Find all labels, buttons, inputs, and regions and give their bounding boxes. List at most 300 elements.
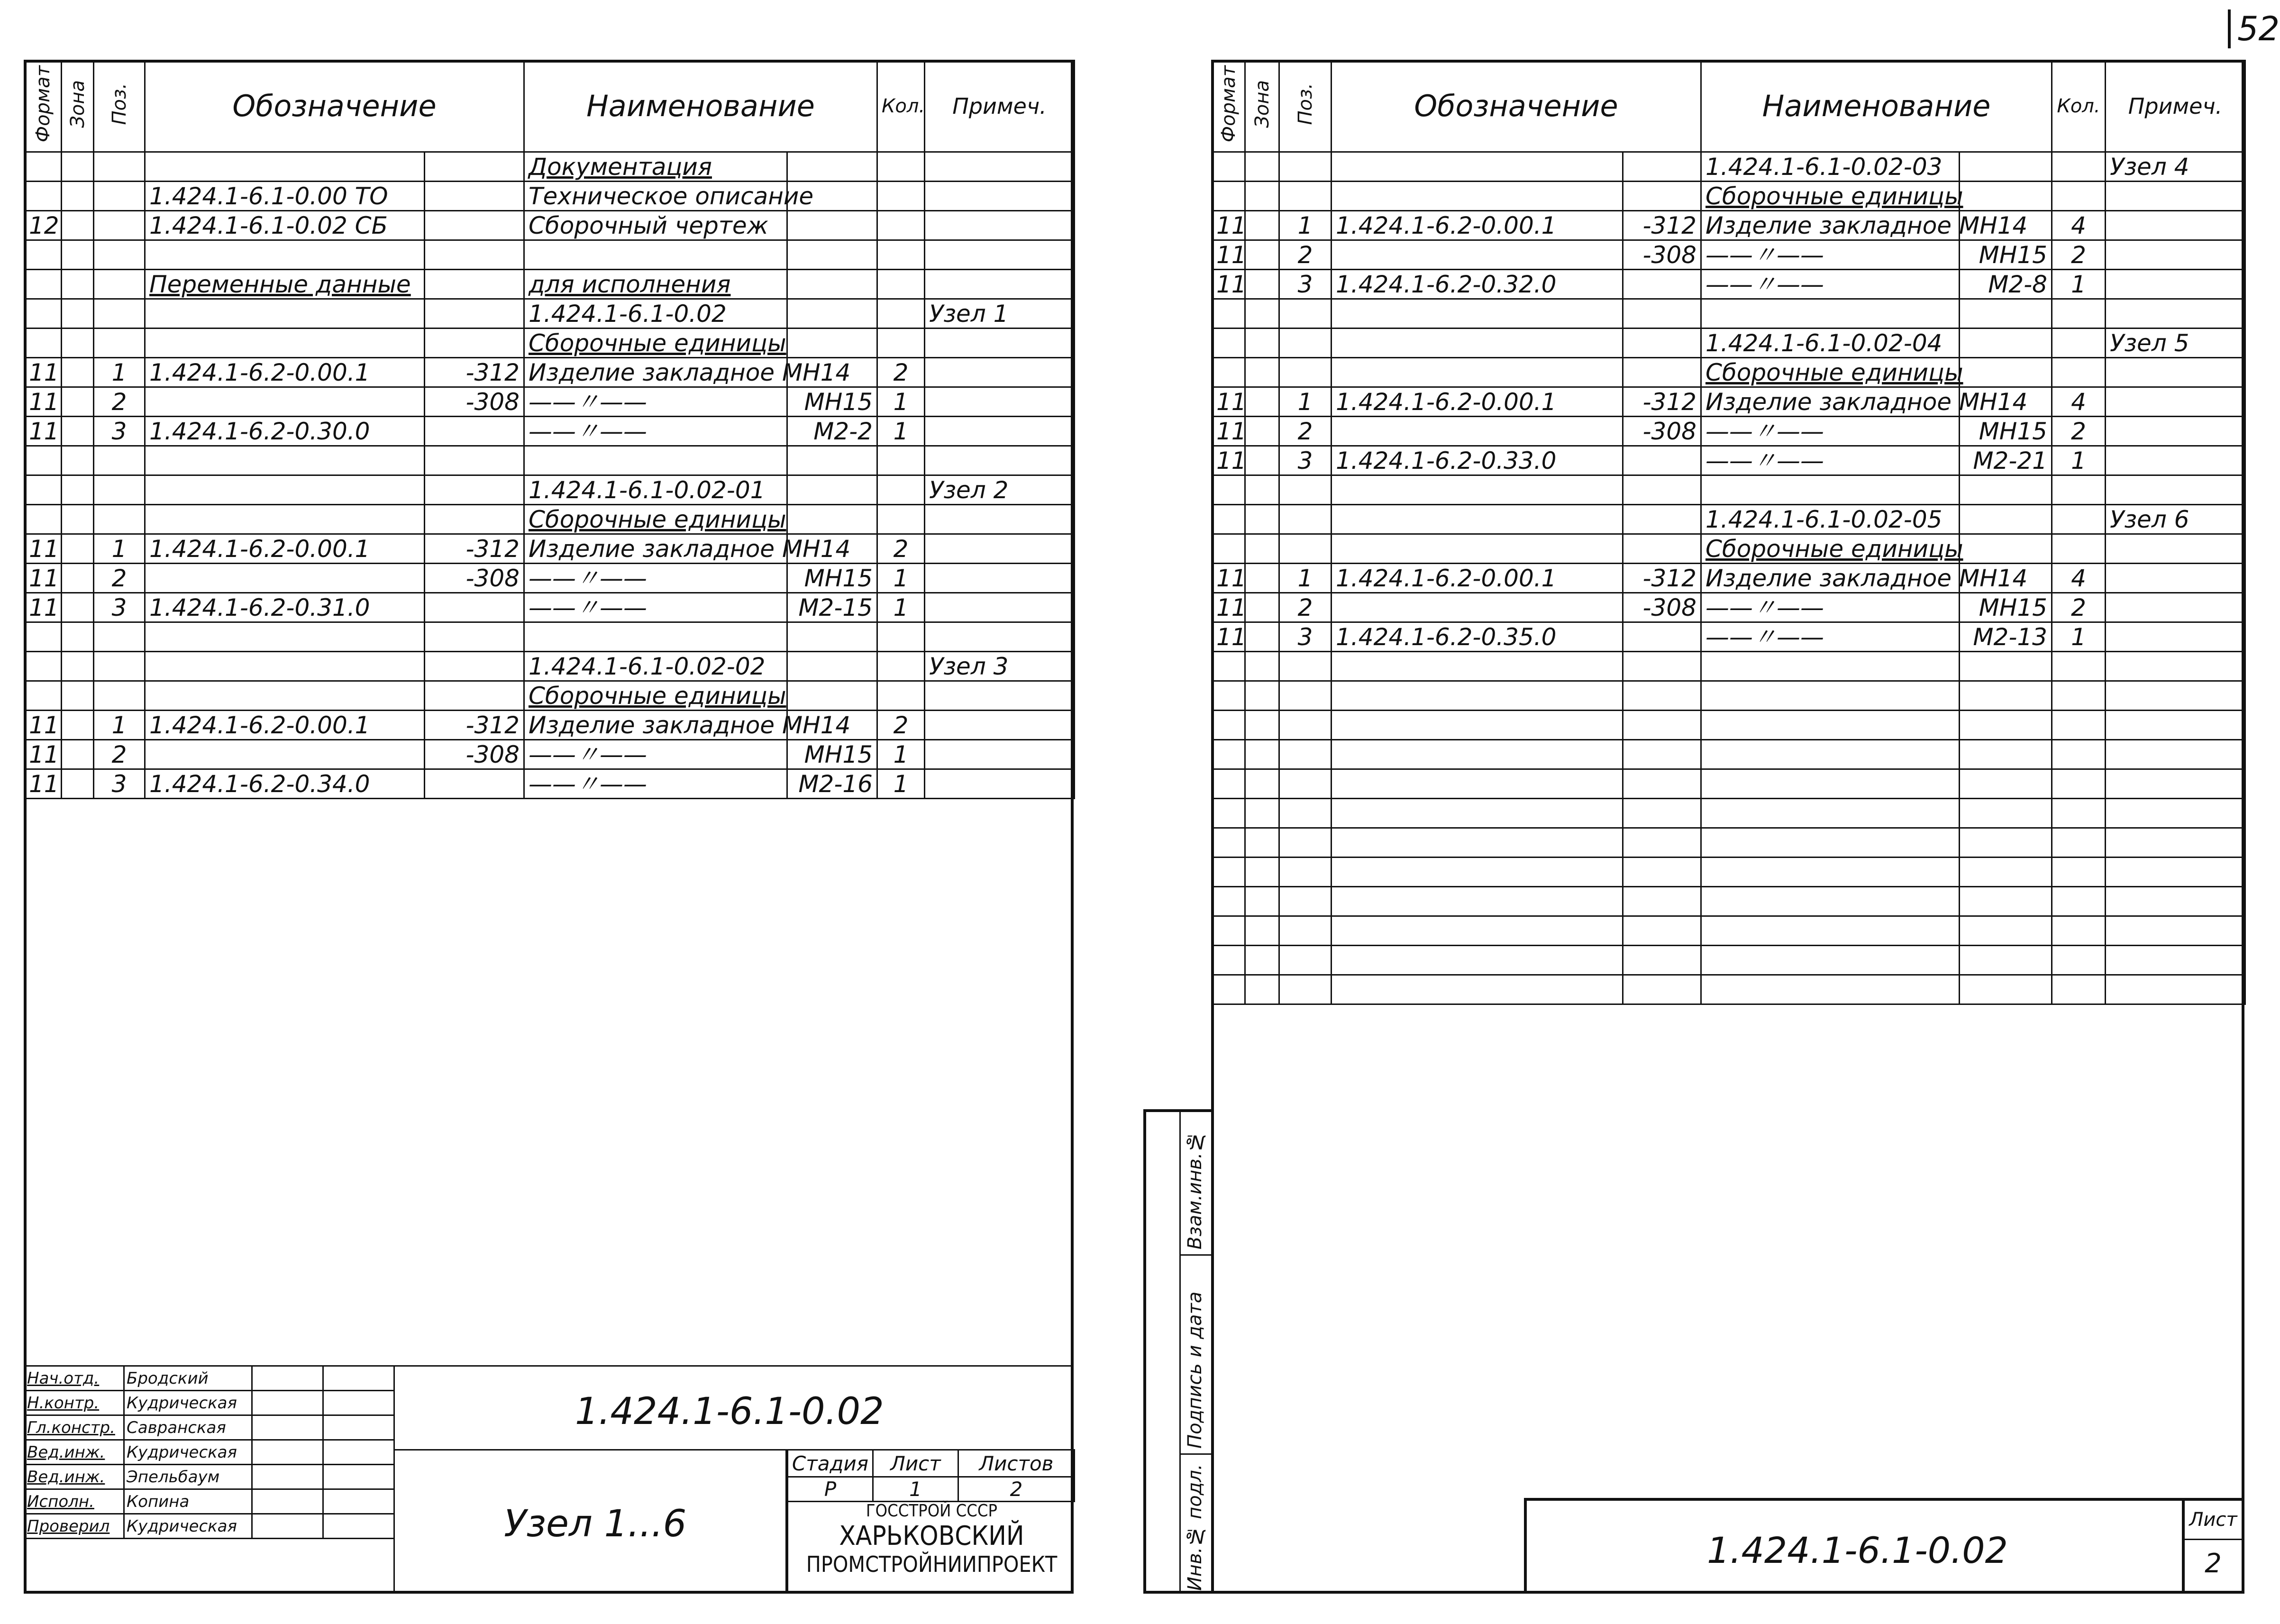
name-suffix-cell — [1960, 475, 2052, 505]
format-cell: 11 — [25, 387, 62, 417]
table-row — [25, 328, 1075, 358]
qty-cell — [877, 211, 925, 240]
name-cell: Изделие закладное МН14 — [1701, 564, 1960, 593]
zone-cell — [62, 182, 94, 211]
note-cell — [925, 564, 1075, 593]
designation-suffix-cell: -308 — [425, 740, 524, 769]
pos-cell — [1279, 534, 1332, 564]
format-cell — [25, 505, 62, 534]
pos-cell — [94, 240, 145, 270]
qty-cell — [877, 475, 925, 505]
pos-cell: 1 — [1279, 387, 1332, 417]
pos-cell — [94, 211, 145, 240]
designation-suffix-cell — [1623, 358, 1701, 387]
format-cell — [1212, 358, 1245, 387]
table-row — [25, 740, 1075, 769]
signature-cell — [252, 1440, 323, 1465]
designation-suffix-cell — [1623, 475, 1701, 505]
name-cell: ——〃—— — [524, 769, 787, 799]
designation-suffix-cell: -308 — [1623, 240, 1701, 270]
zone-cell — [1245, 505, 1279, 534]
designation-suffix-cell — [1623, 534, 1701, 564]
designation-cell — [145, 505, 425, 534]
format-cell: 11 — [25, 711, 62, 740]
format-cell: 11 — [1212, 240, 1245, 270]
name-cell: Изделие закладное МН14 — [524, 358, 787, 387]
zone-cell — [62, 387, 94, 417]
name-suffix-cell: М2-2 — [787, 417, 877, 446]
pos-cell — [1279, 358, 1332, 387]
pos-cell — [94, 505, 145, 534]
role-label: Вед.инж. — [25, 1465, 124, 1489]
pos-cell — [94, 622, 145, 652]
pos-cell — [94, 270, 145, 299]
designation-suffix-cell — [1623, 299, 1701, 328]
designation-cell: 1.424.1-6.2-0.33.0 — [1332, 446, 1623, 475]
designation-suffix-cell — [425, 505, 524, 534]
name-cell — [524, 622, 787, 652]
format-cell: 11 — [1212, 446, 1245, 475]
table-row — [1212, 417, 2245, 446]
signature-cell — [252, 1366, 323, 1391]
table-row — [25, 270, 1075, 299]
role-label: Гл.констр. — [25, 1415, 124, 1440]
page-number: 52 — [2228, 9, 2280, 48]
pos-cell — [1279, 299, 1332, 328]
name-cell: ——〃—— — [1701, 417, 1960, 446]
date-cell — [323, 1514, 394, 1539]
pos-cell: 3 — [1279, 622, 1332, 652]
format-cell: 11 — [1212, 387, 1245, 417]
zone-cell — [1245, 622, 1279, 652]
date-cell — [323, 1415, 394, 1440]
note-cell — [2106, 240, 2245, 270]
zone-cell — [62, 593, 94, 622]
format-cell — [25, 152, 62, 182]
name-suffix-cell: МН15 — [787, 564, 877, 593]
format-cell: 11 — [1212, 270, 1245, 299]
designation-cell — [1332, 593, 1623, 622]
designation-cell — [145, 240, 425, 270]
zone-cell — [1245, 387, 1279, 417]
name-cell: ——〃—— — [1701, 270, 1960, 299]
note-cell — [925, 769, 1075, 799]
table-row — [1212, 152, 2245, 182]
name-suffix-cell — [787, 240, 877, 270]
qty-cell — [877, 681, 925, 711]
zone-cell — [62, 681, 94, 711]
name-suffix-cell — [787, 622, 877, 652]
name-cell: Сборочные единицы — [1701, 534, 1960, 564]
zone-cell — [62, 299, 94, 328]
name-cell: 1.424.1-6.1-0.02-04 — [1701, 328, 1960, 358]
format-cell — [25, 299, 62, 328]
note-cell — [2106, 564, 2245, 593]
note-cell — [925, 534, 1075, 564]
name-suffix-cell — [1960, 152, 2052, 182]
note-cell — [925, 681, 1075, 711]
name-cell: ——〃—— — [1701, 446, 1960, 475]
format-cell — [1212, 505, 1245, 534]
name-suffix-cell — [787, 299, 877, 328]
name-suffix-cell — [787, 446, 877, 475]
role-row — [25, 1391, 394, 1415]
signature-cell — [252, 1415, 323, 1440]
note-cell — [925, 593, 1075, 622]
designation-cell — [1332, 328, 1623, 358]
note-cell — [2106, 534, 2245, 564]
table-row — [1212, 564, 2245, 593]
table-row — [1212, 358, 2245, 387]
designation-suffix-cell — [1623, 152, 1701, 182]
name-cell: Изделие закладное МН14 — [524, 711, 787, 740]
date-cell — [323, 1440, 394, 1465]
name-cell: ——〃—— — [1701, 622, 1960, 652]
sheet-label: Лист — [873, 1450, 958, 1477]
role-label: Нач.отд. — [25, 1366, 124, 1391]
role-row — [25, 1465, 394, 1489]
note-cell — [925, 446, 1075, 475]
name-suffix-cell — [1960, 358, 2052, 387]
header-qty: Кол. — [2052, 61, 2106, 152]
qty-cell: 2 — [2052, 417, 2106, 446]
designation-cell: 1.424.1-6.2-0.00.1 — [1332, 211, 1623, 240]
designation-cell — [1332, 534, 1623, 564]
note-cell — [2106, 387, 2245, 417]
qty-cell — [2052, 534, 2106, 564]
name-suffix-cell: МН15 — [1960, 240, 2052, 270]
header-designation: Обозначение — [145, 61, 524, 152]
name-cell: Сборочный чертеж — [524, 211, 787, 240]
name-cell: для исполнения — [524, 270, 787, 299]
right-title-box — [1524, 1498, 2244, 1594]
side-labels-strip — [1143, 1109, 1211, 1594]
qty-cell: 2 — [877, 358, 925, 387]
qty-cell — [2052, 505, 2106, 534]
qty-cell — [877, 622, 925, 652]
designation-cell: 1.424.1-6.2-0.30.0 — [145, 417, 425, 446]
table-row — [25, 358, 1075, 387]
zone-cell — [62, 475, 94, 505]
signature-cell — [252, 1489, 323, 1514]
pos-cell — [94, 446, 145, 475]
zone-cell — [1245, 475, 1279, 505]
designation-cell — [1332, 240, 1623, 270]
role-row — [25, 1440, 394, 1465]
table-row — [1212, 270, 2245, 299]
zone-cell — [1245, 240, 1279, 270]
format-cell — [1212, 299, 1245, 328]
name-suffix-cell: МН15 — [787, 387, 877, 417]
empty-row — [1212, 652, 2245, 681]
empty-row — [1212, 916, 2245, 946]
qty-cell — [2052, 182, 2106, 211]
designation-suffix-cell — [425, 681, 524, 711]
format-cell: 11 — [1212, 622, 1245, 652]
name-cell: Изделие закладное МН14 — [524, 534, 787, 564]
designation-suffix-cell: -308 — [425, 564, 524, 593]
role-person: Бродский — [124, 1366, 252, 1391]
name-cell: Изделие закладное МН14 — [1701, 387, 1960, 417]
designation-cell — [145, 740, 425, 769]
left-title-roles — [24, 1365, 395, 1539]
qty-cell — [877, 328, 925, 358]
designation-suffix-cell — [425, 182, 524, 211]
designation-suffix-cell — [425, 593, 524, 622]
designation-cell: 1.424.1-6.2-0.00.1 — [145, 711, 425, 740]
note-cell — [2106, 446, 2245, 475]
designation-cell — [1332, 152, 1623, 182]
header-qty: Кол. — [877, 61, 925, 152]
empty-row — [1212, 711, 2245, 740]
qty-cell — [877, 182, 925, 211]
name-suffix-cell — [1960, 299, 2052, 328]
side-label-sign-date: Подпись и дата — [1184, 1291, 1206, 1449]
role-row — [25, 1514, 394, 1539]
qty-cell: 1 — [2052, 270, 2106, 299]
qty-cell: 1 — [877, 740, 925, 769]
note-cell — [925, 622, 1075, 652]
designation-suffix-cell — [425, 769, 524, 799]
pos-cell — [94, 182, 145, 211]
pos-cell: 2 — [1279, 240, 1332, 270]
qty-cell — [2052, 475, 2106, 505]
name-cell: ——〃—— — [524, 387, 787, 417]
format-cell — [1212, 475, 1245, 505]
table-row — [1212, 182, 2245, 211]
designation-suffix-cell: -312 — [1623, 564, 1701, 593]
designation-cell — [1332, 299, 1623, 328]
zone-cell — [62, 505, 94, 534]
left-title-code-box — [393, 1365, 1074, 1451]
table-row — [25, 505, 1075, 534]
zone-cell — [62, 152, 94, 182]
zone-cell — [62, 417, 94, 446]
name-cell — [524, 446, 787, 475]
zone-cell — [1245, 593, 1279, 622]
format-cell: 11 — [25, 417, 62, 446]
format-cell: 11 — [25, 564, 62, 593]
designation-cell — [1332, 505, 1623, 534]
designation-suffix-cell: -312 — [425, 711, 524, 740]
header-format: Формат — [1212, 61, 1245, 152]
designation-cell — [1332, 417, 1623, 446]
date-cell — [323, 1391, 394, 1415]
designation-suffix-cell — [1623, 505, 1701, 534]
pos-cell: 3 — [94, 417, 145, 446]
note-cell — [2106, 211, 2245, 240]
pos-cell — [1279, 475, 1332, 505]
format-cell: 11 — [1212, 417, 1245, 446]
pos-cell — [94, 475, 145, 505]
header-row — [25, 61, 1075, 152]
designation-cell — [1332, 182, 1623, 211]
header-designation: Обозначение — [1332, 61, 1701, 152]
format-cell — [25, 270, 62, 299]
note-cell — [925, 328, 1075, 358]
name-suffix-cell — [787, 211, 877, 240]
stage-value: Р — [788, 1477, 873, 1502]
designation-cell: 1.424.1-6.2-0.00.1 — [145, 358, 425, 387]
designation-cell: 1.424.1-6.1-0.00 ТО — [145, 182, 425, 211]
pos-cell — [1279, 328, 1332, 358]
table-row — [25, 593, 1075, 622]
name-cell: ——〃—— — [524, 417, 787, 446]
pos-cell: 2 — [1279, 417, 1332, 446]
table-row — [25, 652, 1075, 681]
name-suffix-cell — [787, 505, 877, 534]
name-suffix-cell — [787, 270, 877, 299]
name-suffix-cell — [1960, 182, 2052, 211]
designation-cell — [145, 652, 425, 681]
signature-cell — [252, 1465, 323, 1489]
table-row — [25, 152, 1075, 182]
table-row — [1212, 240, 2245, 270]
note-cell: Узел 2 — [925, 475, 1075, 505]
name-suffix-cell — [787, 652, 877, 681]
name-cell — [1701, 299, 1960, 328]
signature-cell — [252, 1391, 323, 1415]
zone-cell — [1245, 328, 1279, 358]
date-cell — [323, 1465, 394, 1489]
note-cell — [2106, 182, 2245, 211]
note-cell — [925, 740, 1075, 769]
designation-cell: 1.424.1-6.2-0.00.1 — [1332, 387, 1623, 417]
table-row — [25, 240, 1075, 270]
qty-cell: 1 — [877, 769, 925, 799]
table-row — [1212, 299, 2245, 328]
format-cell: 11 — [25, 769, 62, 799]
qty-cell: 1 — [2052, 446, 2106, 475]
designation-suffix-cell — [425, 152, 524, 182]
name-suffix-cell: МН15 — [1960, 417, 2052, 446]
pos-cell — [94, 681, 145, 711]
designation-cell — [145, 328, 425, 358]
note-cell: Узел 5 — [2106, 328, 2245, 358]
pos-cell: 3 — [1279, 270, 1332, 299]
role-person: Савранская — [124, 1415, 252, 1440]
side-label-inv-orig: Инв.№ подл. — [1184, 1464, 1206, 1591]
org-line-1: ГОССТРОЙ СССР — [866, 1501, 998, 1521]
zone-cell — [1245, 417, 1279, 446]
zone-cell — [1245, 152, 1279, 182]
format-cell: 12 — [25, 211, 62, 240]
format-cell: 11 — [25, 593, 62, 622]
pos-cell — [1279, 505, 1332, 534]
zone-cell — [62, 358, 94, 387]
name-cell: 1.424.1-6.1-0.02-03 — [1701, 152, 1960, 182]
qty-cell: 1 — [877, 387, 925, 417]
qty-cell — [877, 152, 925, 182]
name-cell: Сборочные единицы — [1701, 358, 1960, 387]
designation-cell — [145, 622, 425, 652]
qty-cell — [877, 299, 925, 328]
name-cell: 1.424.1-6.1-0.02-05 — [1701, 505, 1960, 534]
name-cell: 1.424.1-6.1-0.02 — [524, 299, 787, 328]
qty-cell: 2 — [877, 534, 925, 564]
zone-cell — [1245, 446, 1279, 475]
name-suffix-cell: М2-16 — [787, 769, 877, 799]
pos-cell — [94, 299, 145, 328]
pos-cell: 1 — [94, 711, 145, 740]
qty-cell — [2052, 328, 2106, 358]
table-row — [25, 769, 1075, 799]
zone-cell — [62, 240, 94, 270]
zone-cell — [62, 652, 94, 681]
note-cell — [2106, 358, 2245, 387]
pos-cell: 1 — [1279, 211, 1332, 240]
note-cell — [925, 270, 1075, 299]
designation-suffix-cell — [1623, 182, 1701, 211]
designation-cell: 1.424.1-6.2-0.35.0 — [1332, 622, 1623, 652]
zone-cell — [62, 769, 94, 799]
pos-cell — [94, 652, 145, 681]
qty-cell — [877, 270, 925, 299]
note-cell — [925, 711, 1075, 740]
qty-cell: 1 — [2052, 622, 2106, 652]
qty-cell: 4 — [2052, 387, 2106, 417]
table-row — [25, 681, 1075, 711]
note-cell — [2106, 593, 2245, 622]
note-cell — [925, 152, 1075, 182]
left-doc-code: 1.424.1-6.1-0.02 — [575, 1390, 884, 1433]
note-cell — [2106, 622, 2245, 652]
table-row — [25, 446, 1075, 475]
table-row — [1212, 475, 2245, 505]
name-cell: Изделие закладное МН14 — [1701, 211, 1960, 240]
role-label: Вед.инж. — [25, 1440, 124, 1465]
table-row — [25, 417, 1075, 446]
header-name: Наименование — [1701, 61, 2052, 152]
role-person: Кудрическая — [124, 1440, 252, 1465]
role-person: Копина — [124, 1489, 252, 1514]
table-row — [25, 534, 1075, 564]
name-cell: ——〃—— — [524, 564, 787, 593]
org-line-3: ПРОМСТРОЙНИИПРОЕКТ — [806, 1551, 1058, 1577]
designation-cell: 1.424.1-6.2-0.00.1 — [145, 534, 425, 564]
right-sheet-label: Лист — [2185, 1501, 2242, 1540]
name-suffix-cell: МН15 — [787, 740, 877, 769]
table-row — [25, 182, 1075, 211]
qty-cell: 4 — [2052, 211, 2106, 240]
name-suffix-cell — [787, 328, 877, 358]
zone-cell — [62, 622, 94, 652]
format-cell — [25, 475, 62, 505]
header-note: Примеч. — [925, 61, 1075, 152]
format-cell — [1212, 182, 1245, 211]
designation-suffix-cell — [1623, 622, 1701, 652]
pos-cell: 1 — [94, 358, 145, 387]
right-sheet-value: 2 — [2205, 1548, 2222, 1579]
name-cell: ——〃—— — [1701, 593, 1960, 622]
name-suffix-cell — [787, 475, 877, 505]
format-cell: 11 — [25, 534, 62, 564]
note-cell: Узел 1 — [925, 299, 1075, 328]
table-row — [1212, 505, 2245, 534]
role-person: Эпельбаум — [124, 1465, 252, 1489]
table-row — [1212, 328, 2245, 358]
date-cell — [323, 1366, 394, 1391]
note-cell: Узел 4 — [2106, 152, 2245, 182]
designation-suffix-cell — [425, 270, 524, 299]
format-cell — [25, 240, 62, 270]
qty-cell — [2052, 358, 2106, 387]
table-row — [1212, 211, 2245, 240]
role-row — [25, 1489, 394, 1514]
org-block — [787, 1497, 1075, 1594]
zone-cell — [62, 446, 94, 475]
designation-cell — [145, 152, 425, 182]
